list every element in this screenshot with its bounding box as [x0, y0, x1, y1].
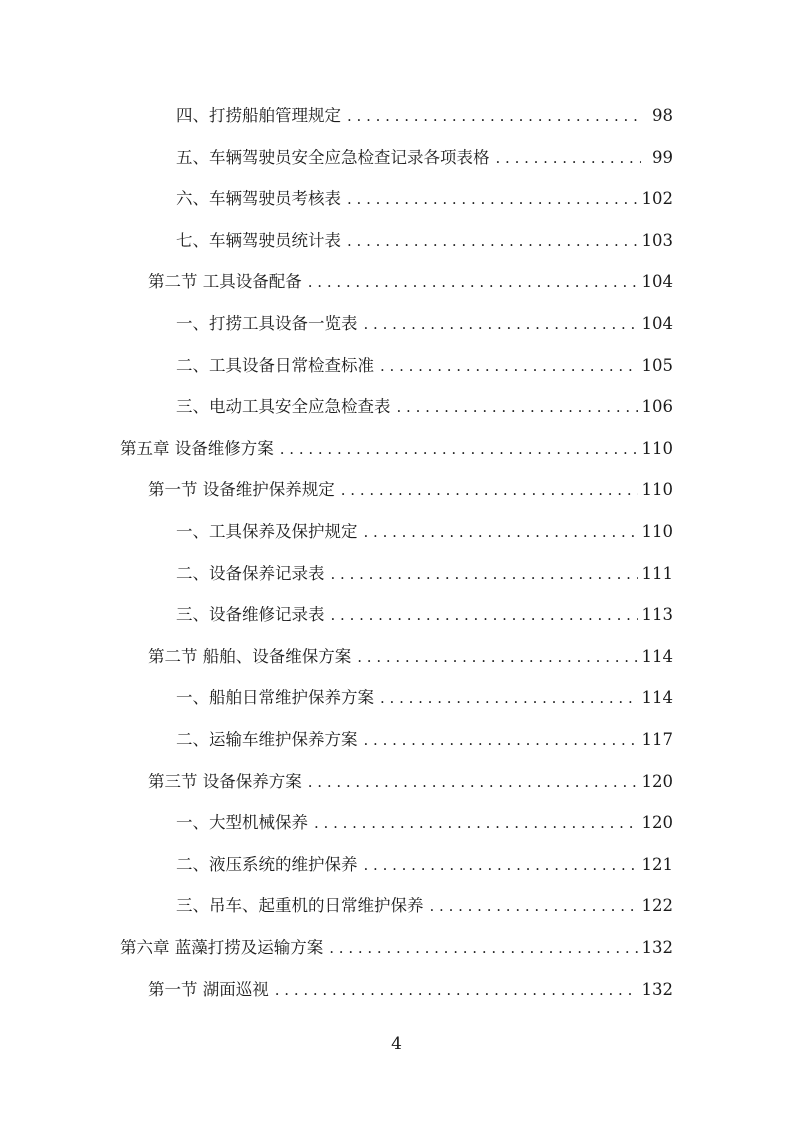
toc-entry-item[interactable] — [176, 554, 673, 594]
toc-entry-label: 一、工具保养及保护规定 — [176, 522, 358, 541]
toc-dot-leader — [347, 179, 638, 219]
toc-dot-leader — [275, 970, 638, 1010]
toc-entry-label: 七、车辆驾驶员统计表 — [176, 230, 341, 250]
toc-dot-leader — [364, 512, 638, 552]
toc-entry-page: 117 — [641, 730, 673, 749]
toc-entry-section[interactable] — [148, 470, 673, 510]
toc-dot-leader — [308, 762, 638, 802]
toc-dot-leader — [397, 387, 638, 427]
toc-entry-page: 114 — [641, 688, 673, 708]
toc-entry-item[interactable] — [176, 221, 673, 261]
toc-entry-label: 第二节 工具设备配备 — [148, 272, 302, 292]
toc-dot-leader — [347, 221, 638, 261]
toc-dot-leader — [364, 845, 638, 885]
toc-entry-page: 105 — [641, 355, 673, 375]
toc-dot-leader — [347, 96, 641, 136]
toc-entry-label: 第五章 设备维修方案 — [120, 438, 274, 458]
toc-entry-section[interactable] — [148, 970, 673, 1010]
toc-entry-page: 98 — [652, 106, 673, 125]
toc-entry-item[interactable] — [176, 179, 673, 219]
toc-entry-label: 二、运输车维护保养方案 — [176, 730, 358, 749]
toc-entry-item[interactable] — [176, 886, 673, 926]
toc-entry-page: 111 — [641, 563, 673, 583]
toc-entry-label: 第一节 湖面巡视 — [148, 979, 269, 999]
toc-dot-leader — [364, 720, 638, 760]
page-number: 4 — [391, 1034, 402, 1054]
toc-entry-page: 110 — [641, 438, 673, 458]
toc-entry-label: 第六章 蓝藻打捞及运输方案 — [120, 938, 324, 957]
toc-entry-item[interactable] — [176, 304, 673, 344]
toc-entry-chapter[interactable] — [120, 928, 673, 968]
toc-entry-chapter[interactable] — [120, 429, 673, 469]
toc-entry-label: 一、大型机械保养 — [176, 813, 308, 833]
toc-entry-page: 99 — [652, 147, 673, 167]
toc-entry-label: 二、设备保养记录表 — [176, 563, 325, 583]
toc-entry-item[interactable] — [176, 96, 673, 136]
toc-entry-label: 二、液压系统的维护保养 — [176, 854, 358, 874]
toc-entry-item[interactable] — [176, 387, 673, 427]
toc-entry-label: 三、电动工具安全应急检查表 — [176, 397, 391, 417]
toc-entry-label: 四、打捞船舶管理规定 — [176, 106, 341, 125]
toc-entry-page: 110 — [641, 522, 673, 541]
toc-entry-label: 第一节 设备维护保养规定 — [148, 480, 335, 500]
toc-dot-leader — [341, 470, 638, 510]
toc-entry-item[interactable] — [176, 138, 673, 178]
toc-entry-section[interactable] — [148, 762, 673, 802]
toc-entry-page: 102 — [641, 189, 673, 209]
toc-entry-item[interactable] — [176, 595, 673, 635]
toc-dot-leader — [329, 928, 637, 968]
toc-entry-page: 121 — [641, 854, 673, 874]
toc-entry-item[interactable] — [176, 678, 673, 718]
toc-entry-page: 120 — [641, 813, 673, 833]
toc-entry-item[interactable] — [176, 512, 673, 552]
toc-dot-leader — [314, 803, 638, 843]
toc-entry-label: 第二节 船舶、设备维保方案 — [148, 646, 352, 666]
toc-dot-leader — [331, 595, 638, 635]
toc-entry-label: 一、打捞工具设备一览表 — [176, 314, 358, 333]
toc-entry-page: 104 — [641, 314, 673, 333]
toc-entry-label: 三、吊车、起重机的日常维护保养 — [176, 896, 424, 916]
toc-entry-label: 三、设备维修记录表 — [176, 605, 325, 625]
toc-entry-page: 106 — [641, 397, 673, 417]
toc-dot-leader — [496, 138, 642, 178]
toc-entry-item[interactable] — [176, 346, 673, 386]
toc-entry-page: 122 — [641, 896, 673, 916]
toc-dot-leader — [357, 637, 637, 677]
toc-dot-leader — [380, 346, 638, 386]
toc-entry-page: 132 — [641, 979, 673, 999]
toc-entry-section[interactable] — [148, 262, 673, 302]
toc-entry-page: 132 — [641, 938, 673, 957]
toc-dot-leader — [331, 554, 638, 594]
toc-entry-page: 114 — [641, 646, 673, 666]
toc-dot-leader — [430, 886, 638, 926]
toc-entry-page: 120 — [641, 771, 673, 791]
toc-entry-label: 二、工具设备日常检查标准 — [176, 355, 374, 375]
toc-entry-section[interactable] — [148, 637, 673, 677]
toc-dot-leader — [364, 304, 638, 344]
toc-dot-leader — [280, 429, 638, 469]
toc-entry-label: 一、船舶日常维护保养方案 — [176, 688, 374, 708]
toc-entry-label: 五、车辆驾驶员安全应急检查记录各项表格 — [176, 147, 490, 167]
toc-entry-item[interactable] — [176, 803, 673, 843]
toc-entry-label: 六、车辆驾驶员考核表 — [176, 189, 341, 209]
toc-entry-item[interactable] — [176, 845, 673, 885]
toc-entry-page: 103 — [641, 230, 673, 250]
toc-entry-item[interactable] — [176, 720, 673, 760]
toc-dot-leader — [380, 678, 638, 718]
toc-entry-page: 104 — [641, 272, 673, 292]
toc-dot-leader — [308, 262, 638, 302]
toc-entry-label: 第三节 设备保养方案 — [148, 771, 302, 791]
toc-entry-page: 113 — [641, 605, 673, 625]
toc-entry-page: 110 — [641, 480, 673, 500]
